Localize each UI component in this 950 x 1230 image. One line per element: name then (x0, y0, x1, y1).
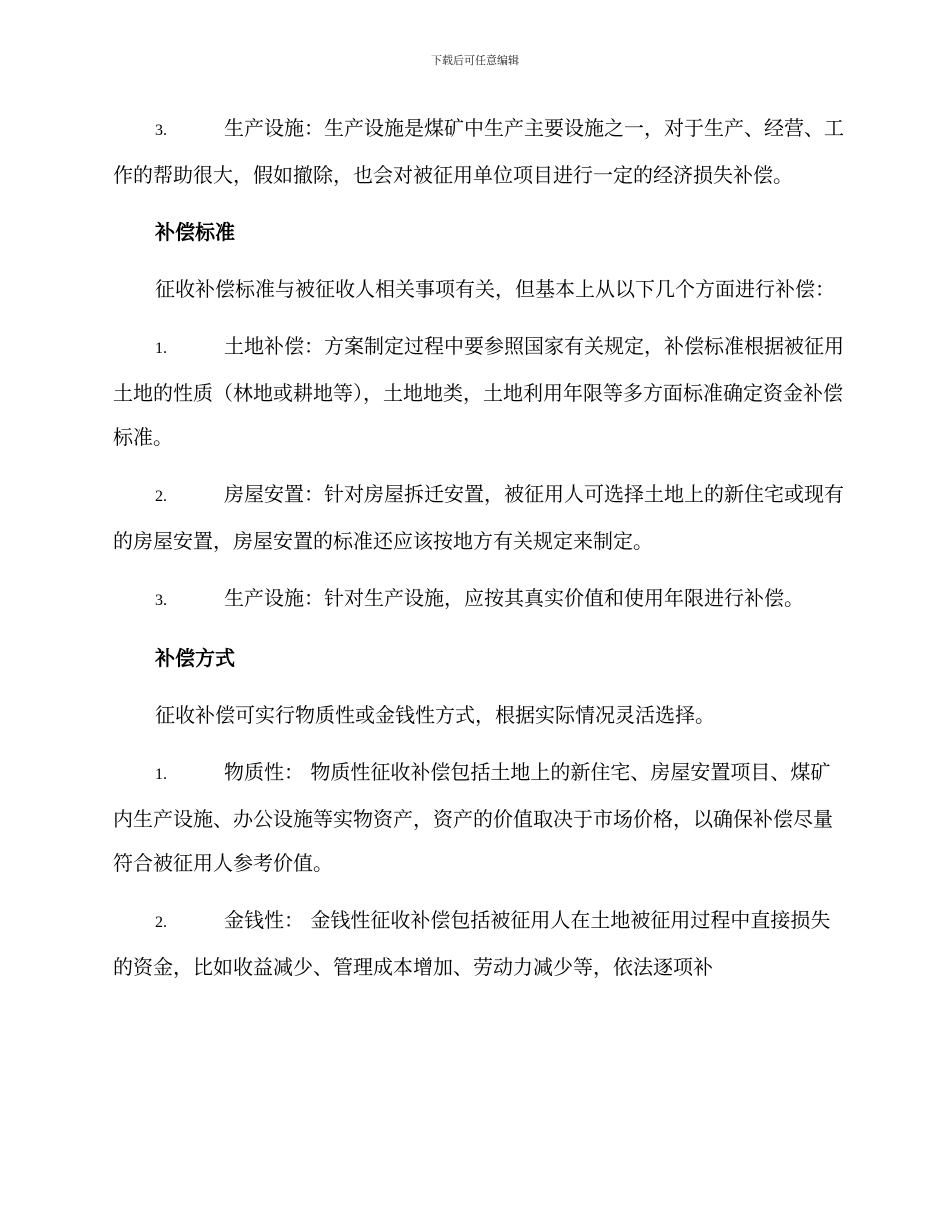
list-item-text: 生产设施：针对生产设施，应按其真实价值和使用年限进行补偿。 (224, 586, 804, 610)
section-heading-method: 补偿方式 (155, 646, 235, 670)
standard-intro-paragraph: 征收补偿标准与被征收人相关事项有关，但基本上从以下几个方面进行补偿： (155, 277, 835, 301)
list-number: 1. (155, 766, 167, 783)
list-number: 3. (155, 592, 167, 609)
list-number: 2. (155, 914, 167, 931)
list-number: 1. (155, 340, 167, 357)
list-item-text: 房屋安置：针对房屋拆迁安置，被征用人可选择土地上的新住宅或现有的房屋安置，房屋安置的标准还应该按地方有关规定来制定。 (113, 482, 844, 553)
list-item-text: 金钱性： 金钱性征收补偿包括被征用人在土地被征用过程中直接损失的资金，比如收益减少、管理成本增加、劳动力减少等，依法逐项补 (113, 908, 831, 979)
list-item-text: 土地补偿：方案制定过程中要参照国家有关规定，补偿标准根据被征用土地的性质（林地或耕地等），土地地类，土地利用年限等多方面标准确定资金补偿标准。 (113, 334, 844, 449)
method-item-monetary (113, 898, 845, 989)
method-item-material (113, 750, 845, 885)
list-item-text: 物质性： 物质性征收补偿包括土地上的新住宅、房屋安置项目、煤矿内生产设施、办公设施等实物资产，资产的价值取决于市场价格，以确保补偿尽量符合被征用人参考价值。 (113, 760, 833, 875)
standard-item-land (113, 324, 845, 459)
method-intro-paragraph: 征收补偿可实行物质性或金钱性方式，根据实际情况灵活选择。 (155, 703, 715, 727)
list-item-text: 生产设施：生产设施是煤矿中生产主要设施之一，对于生产、经营、工作的帮助很大，假如撤除，也会对被征用单位项目进行一定的经济损失补偿。 (113, 116, 844, 187)
document-body (113, 106, 845, 1002)
section-heading-standard: 补偿标准 (155, 220, 235, 244)
standard-item-housing (113, 472, 845, 563)
list-number: 3. (155, 122, 167, 139)
standard-item-facilities (113, 576, 845, 623)
page-header: 下载后可任意编辑 (431, 54, 519, 67)
list-item-facilities-top (113, 106, 845, 197)
list-number: 2. (155, 488, 167, 505)
